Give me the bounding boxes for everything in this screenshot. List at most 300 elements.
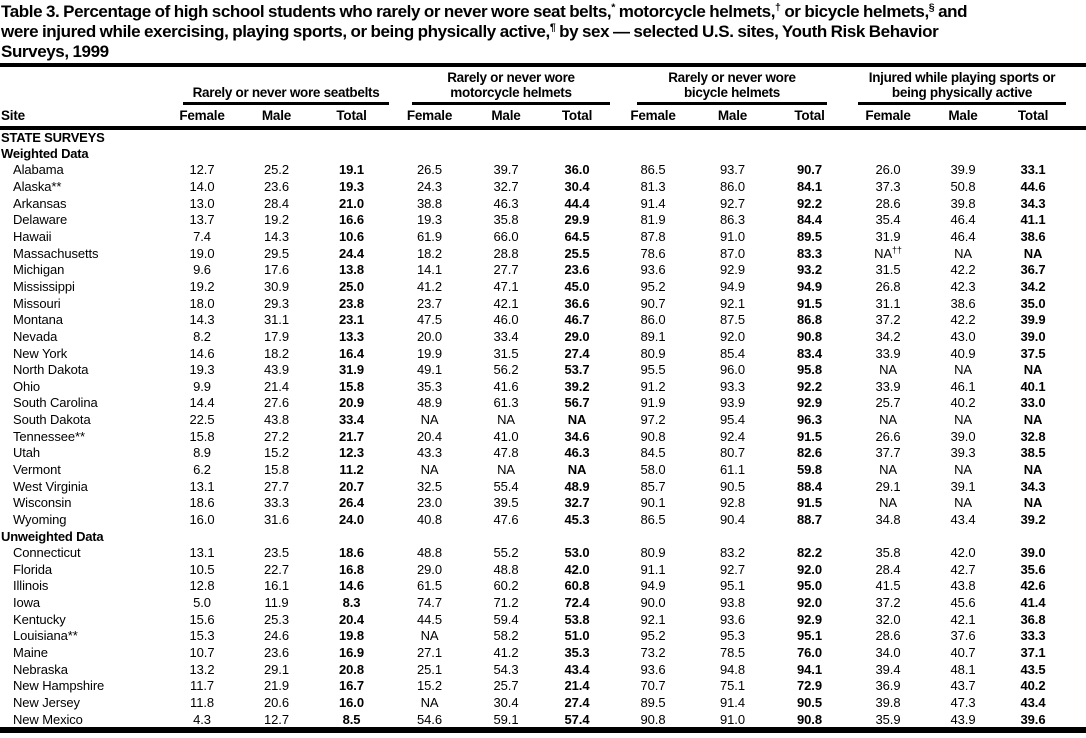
value-cell: NA bbox=[879, 412, 897, 428]
value-cell: 25.1 bbox=[417, 661, 442, 677]
value-cell: NA bbox=[879, 461, 897, 477]
value-cell: 15.8 bbox=[189, 428, 215, 444]
value-cell: 33.3 bbox=[1020, 628, 1046, 644]
value-cell: 90.1 bbox=[640, 495, 666, 511]
value-cell: 60.8 bbox=[564, 578, 590, 594]
column-subheader-total: Total bbox=[314, 105, 389, 128]
table-row bbox=[0, 228, 1086, 245]
value-cell: 4.3 bbox=[193, 711, 211, 727]
site-cell: Nevada bbox=[13, 328, 58, 344]
row-filler bbox=[1068, 311, 1086, 328]
table-row bbox=[0, 678, 1086, 695]
site-cell: New York bbox=[13, 345, 68, 361]
value-cell: 34.6 bbox=[564, 428, 590, 444]
value-cell: NA bbox=[954, 495, 972, 511]
value-cell: 20.9 bbox=[339, 395, 364, 411]
table-row bbox=[0, 328, 1086, 345]
value-cell: 76.0 bbox=[797, 645, 822, 661]
value-cell: 36.8 bbox=[1020, 611, 1046, 627]
table-row bbox=[0, 578, 1086, 595]
table-row bbox=[0, 711, 1086, 728]
value-cell: 93.8 bbox=[720, 595, 745, 611]
table-row bbox=[0, 411, 1086, 428]
value-cell: 40.8 bbox=[417, 511, 442, 527]
table-row bbox=[0, 611, 1086, 628]
value-cell: 92.2 bbox=[797, 378, 822, 394]
value-cell: 48.9 bbox=[417, 395, 442, 411]
site-cell: Alaska** bbox=[13, 179, 62, 195]
table-row bbox=[0, 594, 1086, 611]
value-cell: 90.5 bbox=[797, 694, 822, 710]
value-cell: 46.0 bbox=[493, 312, 519, 328]
value-cell: 36.6 bbox=[564, 295, 590, 311]
value-cell: 12.7 bbox=[264, 711, 289, 727]
value-cell: 11.8 bbox=[190, 694, 214, 710]
value-cell: 18.6 bbox=[189, 495, 215, 511]
value-cell: 95.5 bbox=[640, 362, 666, 378]
value-cell: 10.6 bbox=[339, 229, 364, 245]
value-cell: 92.0 bbox=[797, 595, 822, 611]
value-cell: 31.5 bbox=[493, 345, 519, 361]
site-cell: Delaware bbox=[13, 212, 68, 228]
row-filler bbox=[1068, 644, 1086, 661]
value-cell: 46.4 bbox=[950, 229, 976, 245]
value-cell: 20.6 bbox=[264, 694, 289, 710]
value-cell: 31.5 bbox=[875, 262, 901, 278]
value-cell: 89.5 bbox=[797, 229, 822, 245]
value-cell: 89.1 bbox=[640, 328, 666, 344]
value-cell: 84.1 bbox=[797, 179, 822, 195]
value-cell: 54.3 bbox=[493, 661, 519, 677]
column-subheader-female: Female bbox=[165, 105, 239, 128]
value-cell: 39.9 bbox=[1020, 312, 1046, 328]
value-cell: 42.0 bbox=[950, 545, 976, 561]
site-cell: Ohio bbox=[13, 378, 41, 394]
column-group-label-line: bicycle helmets bbox=[683, 85, 781, 100]
value-cell: 33.9 bbox=[875, 378, 901, 394]
site-cell: Maine bbox=[13, 645, 48, 661]
value-cell: 29.0 bbox=[564, 328, 590, 344]
value-cell: 42.1 bbox=[950, 611, 976, 627]
site-cell: Tennessee** bbox=[13, 428, 85, 444]
value-cell: 91.9 bbox=[640, 395, 666, 411]
column-subheader-total: Total bbox=[998, 105, 1068, 128]
value-cell: 61.3 bbox=[493, 395, 519, 411]
value-cell: 87.5 bbox=[720, 312, 745, 328]
value-cell: 50.8 bbox=[950, 179, 976, 195]
value-cell: 40.2 bbox=[950, 395, 976, 411]
value-cell: 13.1 bbox=[189, 545, 215, 561]
value-cell: 42.6 bbox=[1020, 578, 1046, 594]
value-cell: 28.6 bbox=[875, 195, 901, 211]
value-cell: 13.3 bbox=[339, 328, 364, 344]
value-cell: 39.6 bbox=[1020, 711, 1046, 727]
value-cell: 38.5 bbox=[1020, 445, 1046, 461]
value-cell: 27.2 bbox=[264, 428, 289, 444]
value-cell: 56.7 bbox=[564, 395, 590, 411]
value-cell: 17.6 bbox=[264, 262, 289, 278]
value-cell: 92.9 bbox=[797, 611, 822, 627]
value-cell: 43.8 bbox=[950, 578, 976, 594]
value-cell: 32.7 bbox=[564, 495, 590, 511]
value-cell: 24.6 bbox=[264, 628, 289, 644]
row-filler bbox=[1068, 345, 1086, 362]
value-cell: 42.3 bbox=[950, 278, 976, 294]
value-cell: 10.5 bbox=[189, 561, 215, 577]
site-cell: Kentucky bbox=[13, 611, 66, 627]
row-filler bbox=[1068, 711, 1086, 728]
value-cell: 92.7 bbox=[720, 195, 745, 211]
site-cell: Massachusetts bbox=[13, 245, 99, 261]
value-cell: 23.6 bbox=[264, 645, 289, 661]
value-cell: 84.4 bbox=[797, 212, 822, 228]
value-cell: 51.0 bbox=[564, 628, 590, 644]
value-cell: 59.4 bbox=[493, 611, 519, 627]
value-cell: 38.6 bbox=[1020, 229, 1046, 245]
title-line: Table 3. Percentage of high school students who rarely or never wore seat belts,* motorcycle helmets,† or bicycle helmets,§ and bbox=[1, 1, 968, 21]
value-cell: 85.4 bbox=[720, 345, 745, 361]
value-cell: 34.2 bbox=[875, 328, 901, 344]
value-cell: 14.4 bbox=[189, 395, 215, 411]
value-cell: 48.9 bbox=[564, 478, 590, 494]
value-cell: 33.4 bbox=[339, 412, 364, 428]
value-cell: 14.6 bbox=[339, 578, 364, 594]
value-cell: 93.2 bbox=[797, 262, 822, 278]
value-cell: 92.9 bbox=[797, 395, 822, 411]
row-filler bbox=[1068, 361, 1086, 378]
value-cell: 45.6 bbox=[950, 595, 976, 611]
value-cell: 88.7 bbox=[797, 511, 822, 527]
site-cell: Wyoming bbox=[13, 511, 67, 527]
value-cell: 91.4 bbox=[640, 195, 666, 211]
value-cell: 45.0 bbox=[564, 278, 590, 294]
row-filler bbox=[1068, 228, 1086, 245]
value-cell: 16.1 bbox=[264, 578, 289, 594]
value-cell: 25.7 bbox=[493, 678, 519, 694]
value-cell: 90.7 bbox=[640, 295, 666, 311]
value-cell: 92.0 bbox=[797, 561, 822, 577]
value-cell: 95.0 bbox=[797, 578, 822, 594]
value-cell: 13.1 bbox=[189, 478, 215, 494]
value-cell: 13.2 bbox=[189, 661, 215, 677]
value-cell: 78.5 bbox=[720, 645, 745, 661]
value-cell: NA bbox=[1023, 412, 1043, 428]
value-cell: 34.0 bbox=[875, 645, 901, 661]
row-filler bbox=[1068, 328, 1086, 345]
column-group-header bbox=[389, 67, 612, 105]
value-cell: 41.1 bbox=[1020, 212, 1046, 228]
title-line: were injured while exercising, playing sports, or being physically active,¶ by sex — selected U.S. sites, Youth Risk Behavior bbox=[1, 21, 939, 41]
value-cell: 81.9 bbox=[640, 212, 666, 228]
value-cell: 19.9 bbox=[417, 345, 442, 361]
value-cell: 35.3 bbox=[564, 645, 590, 661]
value-cell: 95.2 bbox=[640, 628, 666, 644]
value-cell: 29.1 bbox=[264, 661, 289, 677]
value-cell: 86.5 bbox=[640, 162, 666, 178]
value-cell: 41.2 bbox=[493, 645, 519, 661]
value-cell: 12.8 bbox=[189, 578, 215, 594]
value-cell: 86.3 bbox=[720, 212, 745, 228]
value-cell: 16.4 bbox=[339, 345, 364, 361]
value-cell: 95.8 bbox=[797, 362, 822, 378]
site-cell: Iowa bbox=[13, 595, 41, 611]
value-cell: 47.3 bbox=[950, 694, 976, 710]
value-cell: 73.2 bbox=[640, 645, 666, 661]
row-filler bbox=[1068, 162, 1086, 179]
value-cell: 39.4 bbox=[875, 661, 901, 677]
value-cell: 87.8 bbox=[640, 229, 666, 245]
header-filler bbox=[1068, 67, 1086, 128]
table-row bbox=[0, 361, 1086, 378]
title-line: Surveys, 1999 bbox=[1, 42, 109, 61]
site-cell: Nebraska bbox=[13, 661, 68, 677]
value-cell: 36.9 bbox=[875, 678, 901, 694]
row-filler bbox=[1068, 478, 1086, 495]
bottom-rule bbox=[0, 727, 1086, 733]
value-cell: 21.4 bbox=[264, 378, 289, 394]
value-cell: 41.2 bbox=[417, 278, 442, 294]
site-cell: New Jersey bbox=[13, 694, 80, 710]
value-cell: 32.0 bbox=[875, 611, 901, 627]
value-cell: 23.1 bbox=[339, 312, 364, 328]
value-cell: 31.9 bbox=[875, 229, 901, 245]
value-cell: 39.0 bbox=[1020, 328, 1046, 344]
value-cell: 5.0 bbox=[193, 595, 211, 611]
row-filler bbox=[1068, 694, 1086, 711]
value-cell: 43.0 bbox=[950, 328, 976, 344]
value-cell: 15.8 bbox=[264, 461, 289, 477]
value-cell: 31.6 bbox=[264, 511, 289, 527]
row-filler bbox=[1068, 261, 1086, 278]
value-cell: 29.3 bbox=[264, 295, 289, 311]
value-cell: 91.5 bbox=[797, 495, 822, 511]
site-cell: Montana bbox=[13, 312, 63, 328]
site-cell: Louisiana** bbox=[13, 628, 78, 644]
value-cell: 21.4 bbox=[564, 678, 590, 694]
site-cell: Utah bbox=[13, 445, 41, 461]
column-subheader-female: Female bbox=[848, 105, 928, 128]
value-cell: NA bbox=[420, 412, 439, 428]
value-cell: 25.0 bbox=[339, 278, 364, 294]
value-cell: 15.2 bbox=[417, 678, 442, 694]
value-cell: 32.5 bbox=[417, 478, 442, 494]
value-cell: 33.3 bbox=[264, 495, 289, 511]
table-body bbox=[0, 128, 1086, 727]
table-row bbox=[0, 561, 1086, 578]
column-group-label-line: Rarely or never wore bbox=[447, 70, 575, 85]
value-cell: 18.2 bbox=[264, 345, 289, 361]
column-subheader-female: Female bbox=[389, 105, 470, 128]
table-row bbox=[0, 478, 1086, 495]
yrbs-data-table bbox=[0, 67, 1086, 727]
row-filler bbox=[1068, 245, 1086, 262]
value-cell: 29.9 bbox=[564, 212, 590, 228]
value-cell: 53.7 bbox=[564, 362, 590, 378]
table-row bbox=[0, 378, 1086, 395]
section-label: Weighted Data bbox=[1, 145, 89, 161]
site-cell: Michigan bbox=[13, 262, 65, 278]
value-cell: 86.8 bbox=[797, 312, 822, 328]
value-cell: 90.7 bbox=[797, 162, 822, 178]
value-cell: 92.9 bbox=[720, 262, 745, 278]
value-cell: 43.7 bbox=[950, 678, 976, 694]
row-filler bbox=[1068, 544, 1086, 561]
value-cell: 8.9 bbox=[193, 445, 211, 461]
value-cell: 14.1 bbox=[417, 262, 442, 278]
value-cell: 91.0 bbox=[720, 229, 745, 245]
value-cell: 26.4 bbox=[339, 495, 364, 511]
value-cell: 47.6 bbox=[493, 511, 519, 527]
row-filler bbox=[1068, 578, 1086, 595]
value-cell: 61.9 bbox=[417, 229, 442, 245]
table-header bbox=[0, 67, 1086, 128]
row-filler bbox=[1068, 628, 1086, 645]
value-cell: 90.8 bbox=[797, 328, 822, 344]
value-cell: 13.7 bbox=[189, 212, 215, 228]
value-cell: 19.2 bbox=[264, 212, 289, 228]
value-cell: 16.9 bbox=[339, 645, 364, 661]
value-cell: 48.8 bbox=[493, 561, 519, 577]
value-cell: 19.3 bbox=[189, 362, 215, 378]
value-cell: 84.5 bbox=[640, 445, 666, 461]
value-cell: 86.5 bbox=[640, 511, 666, 527]
value-cell: 33.0 bbox=[1020, 395, 1046, 411]
value-cell: 41.0 bbox=[493, 428, 519, 444]
value-cell: 92.1 bbox=[720, 295, 745, 311]
value-cell: 80.9 bbox=[640, 345, 666, 361]
table-row bbox=[0, 295, 1086, 312]
value-cell: 87.0 bbox=[720, 245, 745, 261]
value-cell: 43.9 bbox=[264, 362, 289, 378]
value-cell: 46.7 bbox=[564, 312, 590, 328]
value-cell: 94.9 bbox=[797, 278, 822, 294]
value-cell: 24.0 bbox=[339, 511, 364, 527]
value-cell: 7.4 bbox=[193, 229, 211, 245]
site-cell: Mississippi bbox=[13, 278, 75, 294]
value-cell: 20.7 bbox=[339, 478, 364, 494]
value-cell: 54.6 bbox=[417, 711, 442, 727]
section-row bbox=[0, 528, 1086, 545]
value-cell: 40.2 bbox=[1020, 678, 1046, 694]
value-cell: 86.0 bbox=[640, 312, 666, 328]
value-cell: 19.3 bbox=[417, 212, 442, 228]
value-cell: 53.8 bbox=[564, 611, 590, 627]
value-cell: 91.1 bbox=[640, 561, 666, 577]
column-group-row bbox=[0, 67, 1086, 105]
value-cell: 55.2 bbox=[493, 545, 519, 561]
value-cell: 15.2 bbox=[264, 445, 289, 461]
value-cell: NA bbox=[497, 412, 515, 428]
value-cell: 11.7 bbox=[190, 678, 214, 694]
value-cell: 70.7 bbox=[640, 678, 666, 694]
value-cell: 26.5 bbox=[417, 162, 442, 178]
table-row bbox=[0, 162, 1086, 179]
value-cell: 39.3 bbox=[950, 445, 976, 461]
value-cell: 42.0 bbox=[564, 561, 590, 577]
value-cell: 95.3 bbox=[720, 628, 745, 644]
value-cell: 38.6 bbox=[950, 295, 976, 311]
value-cell: 80.7 bbox=[720, 445, 745, 461]
value-cell: 38.8 bbox=[417, 195, 442, 211]
value-cell: 92.0 bbox=[720, 328, 745, 344]
value-cell: 90.8 bbox=[797, 711, 822, 727]
value-cell: 37.6 bbox=[950, 628, 976, 644]
value-cell: 42.2 bbox=[950, 262, 976, 278]
site-cell: Florida bbox=[13, 561, 53, 577]
table-row bbox=[0, 628, 1086, 645]
value-cell: 23.0 bbox=[417, 495, 442, 511]
column-group-label-line: motorcycle helmets bbox=[450, 85, 572, 100]
value-cell: NA bbox=[420, 694, 439, 710]
value-cell: 29.1 bbox=[875, 478, 901, 494]
value-cell: NA†† bbox=[874, 244, 902, 261]
value-cell: 8.5 bbox=[342, 711, 361, 727]
site-cell: Vermont bbox=[13, 461, 61, 477]
site-cell: New Hampshire bbox=[13, 678, 105, 694]
value-cell: 91.4 bbox=[720, 694, 745, 710]
value-cell: 27.4 bbox=[564, 694, 590, 710]
site-cell: Connecticut bbox=[13, 545, 81, 561]
value-cell: 91.0 bbox=[720, 711, 745, 727]
value-cell: 45.3 bbox=[564, 511, 590, 527]
site-cell: Wisconsin bbox=[13, 495, 72, 511]
value-cell: 11.9 bbox=[264, 595, 289, 611]
table-row bbox=[0, 511, 1086, 528]
value-cell: 25.7 bbox=[875, 395, 901, 411]
value-cell: 27.1 bbox=[417, 645, 442, 661]
value-cell: 35.4 bbox=[875, 212, 901, 228]
value-cell: 34.2 bbox=[1020, 278, 1046, 294]
site-cell: Hawaii bbox=[13, 229, 52, 245]
value-cell: 46.4 bbox=[950, 212, 976, 228]
value-cell: NA bbox=[954, 461, 972, 477]
value-cell: 85.7 bbox=[640, 478, 666, 494]
value-cell: 88.4 bbox=[797, 478, 822, 494]
column-subheader-male: Male bbox=[928, 105, 998, 128]
value-cell: 14.3 bbox=[264, 229, 289, 245]
column-subheader-male: Male bbox=[470, 105, 542, 128]
value-cell: 24.3 bbox=[417, 179, 442, 195]
value-cell: 43.4 bbox=[564, 661, 590, 677]
value-cell: 90.4 bbox=[720, 511, 745, 527]
value-cell: 20.8 bbox=[339, 661, 364, 677]
site-cell: Missouri bbox=[13, 295, 61, 311]
value-cell: 11.2 bbox=[339, 461, 364, 477]
value-cell: 16.6 bbox=[339, 212, 364, 228]
value-cell: 48.8 bbox=[417, 545, 442, 561]
value-cell: 6.2 bbox=[193, 461, 211, 477]
value-cell: 39.1 bbox=[950, 478, 976, 494]
value-cell: NA bbox=[567, 412, 587, 428]
column-group-label-line: being physically active bbox=[891, 85, 1033, 100]
value-cell: 9.9 bbox=[193, 378, 211, 394]
row-filler bbox=[1068, 195, 1086, 212]
value-cell: 53.0 bbox=[564, 545, 590, 561]
value-cell: 19.1 bbox=[339, 162, 364, 178]
value-cell: 34.8 bbox=[875, 511, 901, 527]
value-cell: 15.3 bbox=[189, 628, 215, 644]
value-cell: 22.7 bbox=[264, 561, 289, 577]
value-cell: 66.0 bbox=[493, 229, 519, 245]
row-filler bbox=[1068, 561, 1086, 578]
value-cell: 35.0 bbox=[1020, 295, 1046, 311]
value-cell: 42.2 bbox=[950, 312, 976, 328]
value-cell: 23.6 bbox=[564, 262, 590, 278]
site-column-header: Site bbox=[0, 67, 165, 128]
section-label: Unweighted Data bbox=[1, 528, 104, 544]
value-cell: 90.8 bbox=[640, 428, 666, 444]
value-cell: 20.4 bbox=[417, 428, 442, 444]
